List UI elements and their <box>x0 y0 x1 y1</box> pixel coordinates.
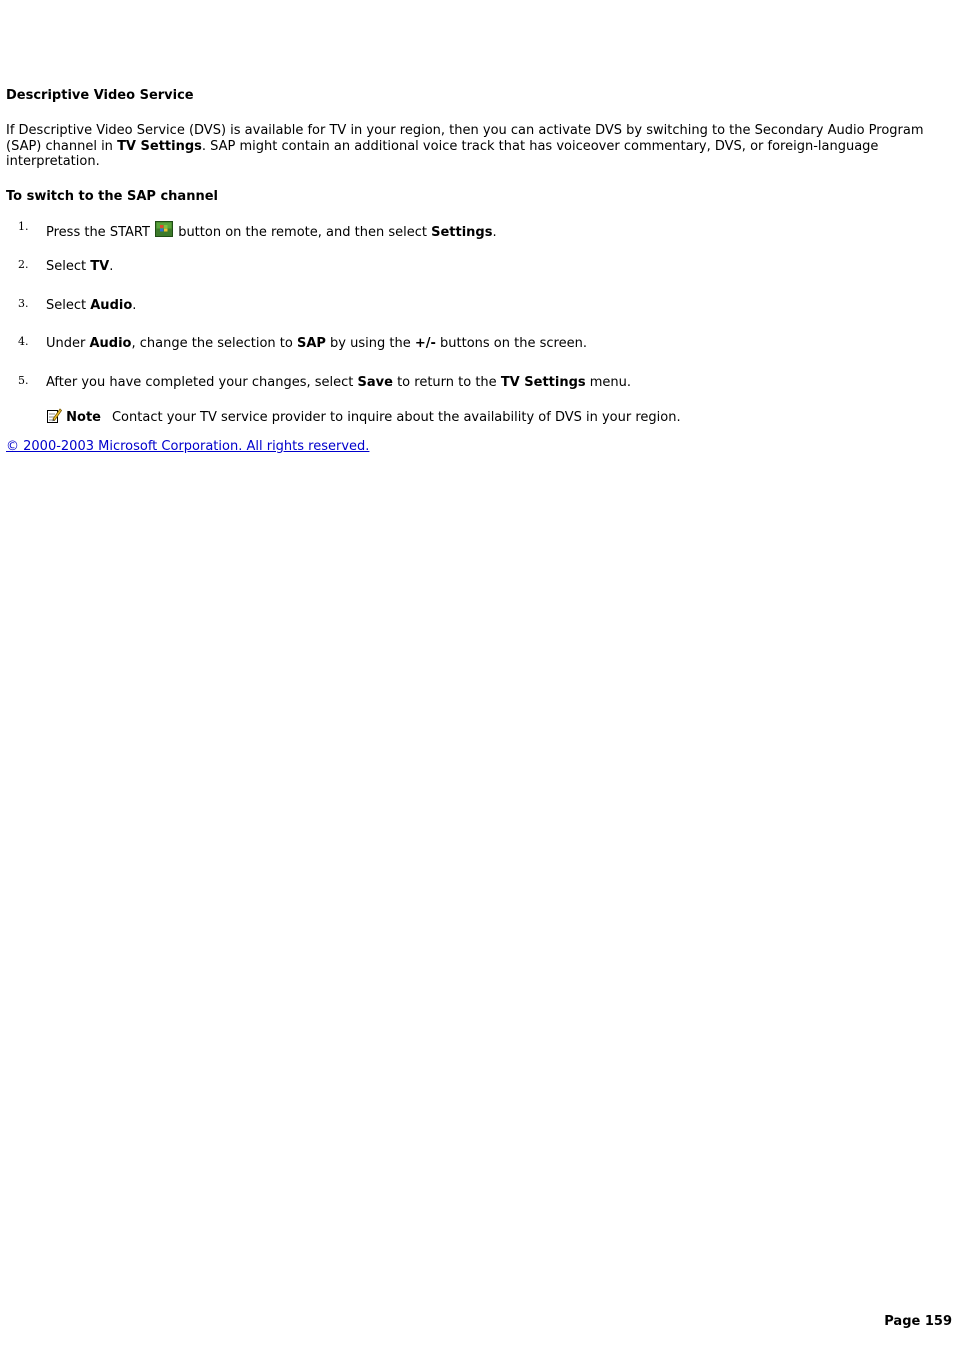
step-bold: Save <box>357 374 393 390</box>
intro-bold-tv-settings: TV Settings <box>117 138 202 154</box>
step-number: 2. <box>18 258 29 271</box>
intro-text-1: If Descriptive Video Service (DVS) is available for TV in your region, then you can activate DVS by switching to the Secondary Audio Program (SAP) channel in <box>6 123 924 154</box>
list-item <box>6 336 936 375</box>
step-text: Select <box>46 259 91 274</box>
step-text: menu. <box>585 374 632 390</box>
step-bold: Audio <box>90 297 133 313</box>
copyright-link[interactable]: © 2000-2003 Microsoft Corporation. All rights reserved. <box>6 439 370 454</box>
intro-text-2: . SAP might contain an additional voice track that has voiceover commentary, DVS, or foreign-language interpretation. <box>6 138 879 169</box>
list-item <box>6 259 936 298</box>
step-bold: TV Settings <box>500 374 586 390</box>
step-text: . <box>492 224 497 240</box>
steps-list <box>6 221 936 414</box>
step-text: . <box>109 259 114 274</box>
step-bold: Audio <box>89 336 132 351</box>
step-bold: SAP <box>296 336 326 351</box>
page-number: Page 159 <box>884 1314 952 1329</box>
step-text: by using the <box>325 336 415 351</box>
step-text: buttons on the screen. <box>435 336 587 351</box>
list-item <box>6 375 936 414</box>
step-number: 5. <box>18 373 29 387</box>
step-bold: +/- <box>414 336 436 351</box>
step-text: Select <box>46 297 91 313</box>
step-bold: Settings <box>431 224 493 240</box>
list-item <box>6 221 936 260</box>
step-text: . <box>132 297 137 313</box>
step-number: 4. <box>18 335 29 348</box>
step-text: , change the selection to <box>131 336 297 351</box>
procedure-heading: To switch to the SAP channel <box>6 188 218 204</box>
step-number: 3. <box>18 296 29 310</box>
step-number: 1. <box>18 219 29 233</box>
document-content <box>6 88 936 454</box>
page-title: Descriptive Video Service <box>6 88 194 103</box>
note-label: Note <box>66 410 101 425</box>
list-item <box>6 298 936 337</box>
step-text: to return to the <box>392 374 501 390</box>
intro-paragraph <box>6 123 936 170</box>
step-text: button on the remote, and then select <box>174 224 432 240</box>
step-text: Under <box>46 336 90 351</box>
step-text: After you have completed your changes, select <box>46 374 358 390</box>
step-bold: TV <box>90 259 110 274</box>
windows-start-icon <box>155 221 173 237</box>
note-text: Contact your TV service provider to inquire about the availability of DVS in your region. <box>111 410 681 425</box>
step-text: Press the START <box>46 224 155 240</box>
